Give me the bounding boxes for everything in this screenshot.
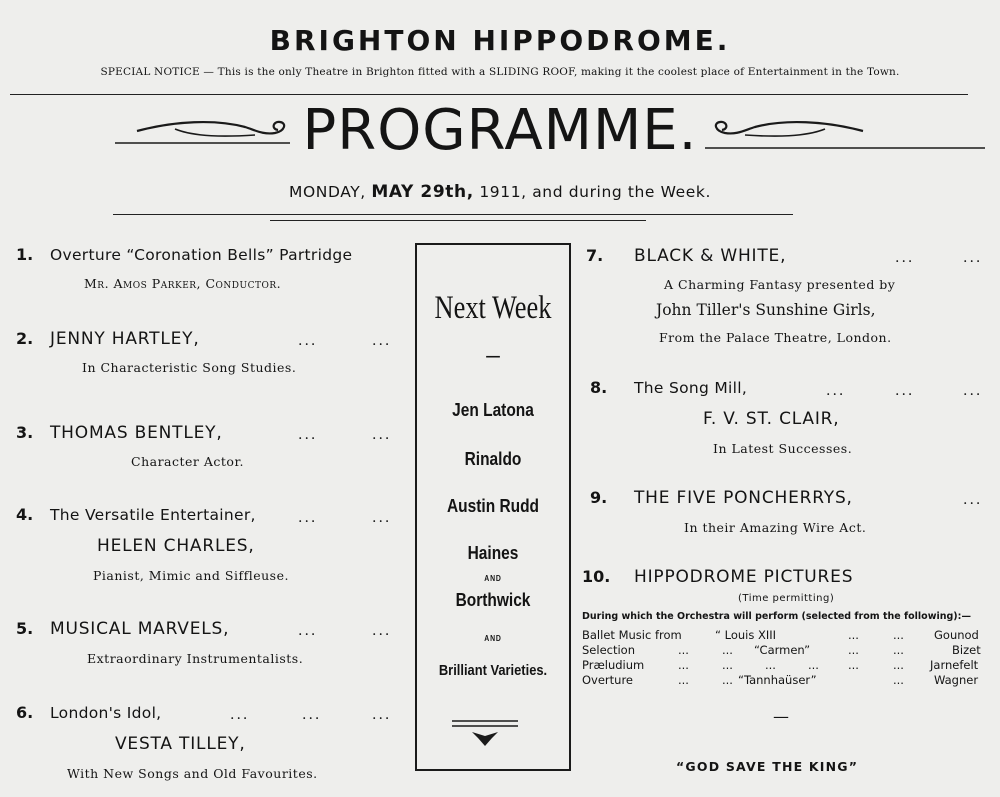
item-number: 10.	[582, 567, 611, 586]
leader-dots: ...	[963, 383, 983, 399]
item-heading: MUSICAL MARVELS,	[50, 619, 230, 639]
leader-dots: ...	[372, 427, 392, 443]
item-description: Mr. Amos Parker, Conductor.	[84, 276, 282, 291]
leader-dots: ...	[893, 673, 904, 687]
next-week-act: Rinaldo	[464, 449, 522, 469]
leader-dots: ...	[848, 658, 859, 672]
item-description: In Latest Successes.	[713, 441, 853, 456]
leader-dots: ...	[722, 658, 733, 672]
programme-item-8	[590, 378, 747, 397]
item-number: 3.	[16, 423, 34, 442]
item-heading: The Versatile Entertainer,	[50, 506, 256, 524]
leader-dots: ...	[722, 673, 733, 687]
orchestra-intro: During which the Orchestra will perform (selected from the following):—	[582, 611, 971, 622]
leader-dots: ...	[372, 333, 392, 349]
next-week-and: AND	[484, 634, 502, 643]
item-heading: BLACK & WHITE,	[634, 246, 787, 266]
next-week-act: Austin Rudd	[446, 496, 539, 516]
leader-dots: ...	[963, 492, 983, 508]
leader-dots: ...	[372, 623, 392, 639]
item-description: Extraordinary Instrumentalists.	[87, 651, 304, 666]
orchestra-piece-type: Ballet Music from	[582, 628, 682, 642]
leader-dots: ...	[372, 510, 392, 526]
item-description: With New Songs and Old Favourites.	[67, 766, 318, 781]
programme-heading: PROGRAMME.	[302, 98, 698, 163]
item-description: From the Palace Theatre, London.	[659, 330, 892, 345]
leader-dots: ...	[298, 623, 318, 639]
orchestra-composer: Wagner	[934, 673, 979, 687]
right-header-line	[705, 146, 985, 150]
leader-dots: ...	[298, 333, 318, 349]
item-description: In Characteristic Song Studies.	[82, 360, 297, 375]
leader-dots: ...	[808, 658, 819, 672]
leader-dots: ...	[678, 658, 689, 672]
header-rule	[10, 94, 968, 95]
item-number: 4.	[16, 505, 34, 524]
programme-item-3	[16, 423, 223, 443]
performer-name: VESTA TILLEY,	[115, 734, 246, 754]
item-description: Character Actor.	[131, 454, 245, 469]
orchestra-piece-title: “ Louis XIII	[715, 628, 777, 642]
orchestra-composer: Bizet	[952, 643, 981, 657]
leader-dots: ...	[848, 643, 859, 657]
next-week-act: Borthwick	[455, 590, 531, 610]
performer-name: F. V. ST. CLAIR,	[703, 409, 840, 429]
item-heading: London's Idol,	[50, 704, 162, 722]
item-number: 6.	[16, 703, 34, 722]
leader-dots: ...	[678, 673, 689, 687]
item-heading: The Song Mill,	[634, 379, 748, 397]
next-week-closing: Brilliant Varieties.	[438, 662, 548, 679]
item-number: 7.	[586, 246, 604, 265]
item-description: Pianist, Mimic and Siffleuse.	[93, 568, 289, 583]
item-heading: THOMAS BENTLEY,	[50, 423, 223, 443]
item-description: A Charming Fantasy presented by	[664, 277, 896, 292]
item-number: 5.	[16, 619, 34, 638]
next-week-act: Haines	[467, 543, 519, 563]
orchestra-piece-type: Præludium	[582, 658, 645, 672]
leader-dots: ...	[893, 643, 904, 657]
item-performers: John Tiller's Sunshine Girls,	[656, 301, 876, 319]
programme-item-4	[16, 505, 256, 524]
programme-item-5	[16, 619, 229, 639]
programme-item-7	[586, 246, 786, 266]
programme-item-6	[16, 703, 161, 722]
item-number: 8.	[590, 378, 608, 397]
programme-item-2	[16, 329, 200, 349]
special-notice: SPECIAL NOTICE — This is the only Theatre in Brighton fitted with a SLIDING ROOF, making it the coolest place of Entertainment in the Town.	[100, 66, 900, 78]
programme-item-1	[16, 245, 352, 264]
item-description: In their Amazing Wire Act.	[684, 520, 867, 535]
item-heading: Overture “Coronation Bells” Partridge	[50, 246, 353, 264]
leader-dots: ...	[895, 383, 915, 399]
item-number: 9.	[590, 488, 608, 507]
closing-dash: —	[773, 707, 789, 726]
orchestra-composer: Gounod	[934, 628, 979, 642]
next-week-dash: —	[486, 348, 500, 365]
leader-dots: ...	[848, 628, 859, 642]
orchestra-piece-title: “Carmen”	[754, 643, 811, 657]
orchestra-piece-type: Selection	[582, 643, 635, 657]
leader-dots: ...	[895, 250, 915, 266]
right-flourish-ornament	[705, 115, 865, 145]
item-heading: HIPPODROME PICTURES	[634, 567, 854, 587]
next-week-title: Next Week	[434, 290, 552, 326]
leader-dots: ...	[765, 658, 776, 672]
leader-dots: ...	[893, 658, 904, 672]
item-description: (Time permitting)	[738, 593, 835, 604]
date-rule-bottom	[270, 220, 646, 221]
leader-dots: ...	[298, 510, 318, 526]
national-anthem: “GOD SAVE THE KING”	[676, 759, 859, 774]
performer-name: HELEN CHARLES,	[97, 536, 255, 556]
theatre-title: BRIGHTON HIPPODROME.	[269, 24, 731, 57]
leader-dots: ...	[230, 707, 250, 723]
programme-item-10	[582, 567, 853, 587]
item-number: 1.	[16, 245, 34, 264]
leader-dots: ...	[678, 643, 689, 657]
programme-item-9	[590, 488, 853, 508]
leader-dots: ...	[893, 628, 904, 642]
leader-dots: ...	[298, 427, 318, 443]
item-number: 2.	[16, 329, 34, 348]
orchestra-piece-title: “Tannhaüser”	[738, 673, 817, 687]
leader-dots: ...	[963, 250, 983, 266]
date-suffix: 1911, and during the Week.	[479, 183, 711, 201]
date-main: MAY 29th,	[371, 182, 474, 202]
programme-date	[0, 182, 1000, 202]
box-ornament	[450, 718, 530, 748]
orchestra-piece-type: Overture	[582, 673, 634, 687]
orchestra-composer: Jarnefelt	[930, 658, 979, 672]
next-week-act: Jen Latona	[452, 400, 534, 420]
item-heading: THE FIVE PONCHERRYS,	[634, 488, 853, 508]
leader-dots: ...	[722, 643, 733, 657]
leader-dots: ...	[826, 383, 846, 399]
date-rule-top	[113, 214, 793, 215]
leader-dots: ...	[372, 707, 392, 723]
date-prefix: MONDAY,	[289, 183, 366, 201]
item-heading: JENNY HARTLEY,	[50, 329, 200, 349]
next-week-and: AND	[484, 574, 502, 583]
leader-dots: ...	[302, 707, 322, 723]
